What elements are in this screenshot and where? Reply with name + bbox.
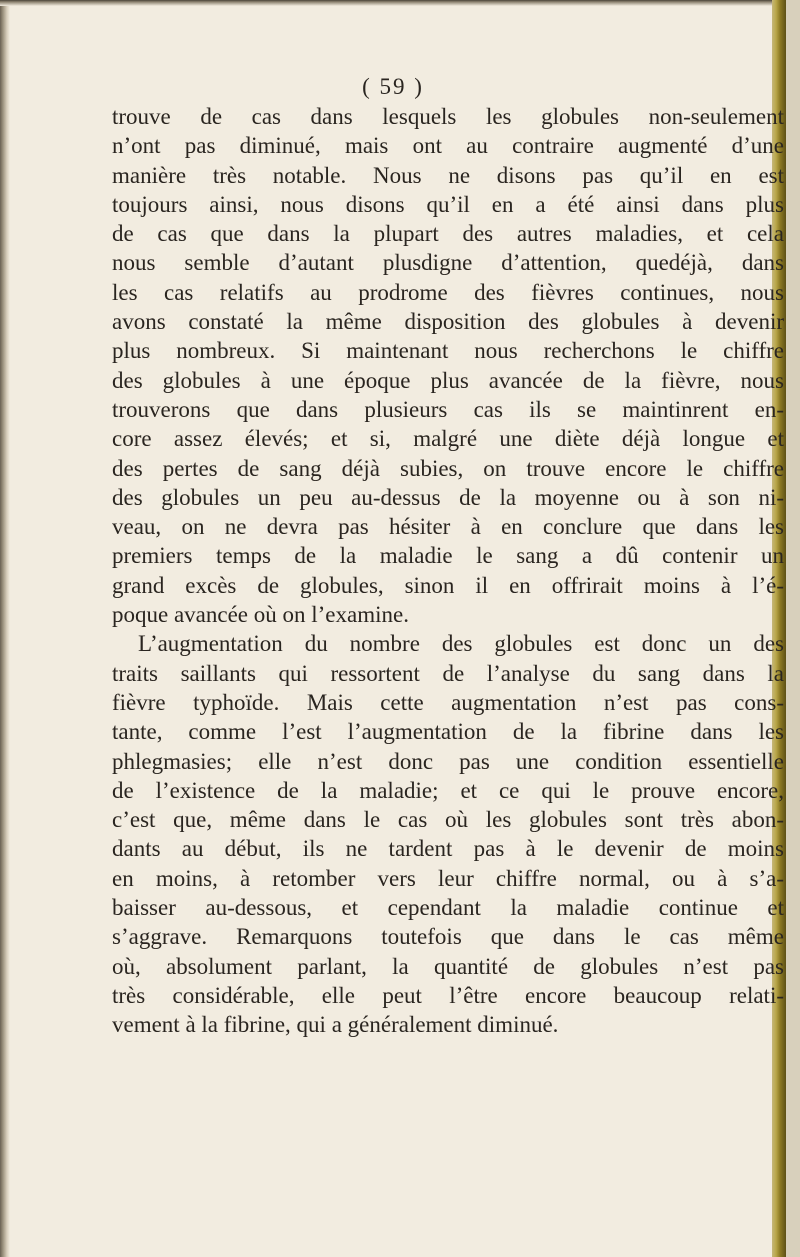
paragraph-last-line: vement à la fibrine, qui a généralement diminué.: [112, 1012, 559, 1038]
text-line: phlegmasies; elle n’est donc pas une condition essentielle: [112, 748, 784, 774]
text-line: où, absolument parlant, la quantité de globules n’est pas: [112, 953, 784, 979]
text-line: fièvre typhoïde. Mais cette augmentation n’est pas cons-: [112, 689, 784, 715]
text-line: des globules à une époque plus avancée de la fièvre, nous: [112, 367, 784, 393]
text-line: très considérable, elle peut l’être encore beaucoup relati-: [112, 982, 784, 1008]
text-line: c’est que, même dans le cas où les globules sont très abon-: [112, 807, 784, 833]
text-line: premiers temps de la maladie le sang a dû contenir un: [112, 543, 784, 569]
text-line: core assez élevés; et si, malgré une diète déjà longue et: [112, 426, 784, 452]
text-line: toujours ainsi, nous disons qu’il en a été ainsi dans plus: [112, 191, 784, 217]
page-number: ( 59 ): [362, 74, 424, 99]
text-line: plus nombreux. Si maintenant nous recherchons le chiffre: [112, 338, 784, 364]
paragraph-first-line: L’augmentation du nombre des globules est donc un des: [138, 631, 784, 657]
page-top-edge-shadow: [0, 0, 786, 6]
text-line: grand excès de globules, sinon il en offrirait moins à l’é-: [112, 572, 784, 598]
body-text: [112, 102, 784, 1040]
text-line: veau, on ne devra pas hésiter à en conclure que dans les: [112, 514, 784, 540]
text-line: en moins, à retomber vers leur chiffre normal, ou à s’a-: [112, 865, 784, 891]
text-line: trouverons que dans plusieurs cas ils se maintinrent en-: [112, 396, 784, 422]
text-line: trouve de cas dans lesquels les globules non-seulement: [112, 104, 784, 129]
text-line: nous semble d’autant plusdigne d’attention, quedéjà, dans: [112, 250, 784, 276]
text-line: n’ont pas diminué, mais ont au contraire augmenté d’une: [112, 133, 784, 159]
paragraph-last-line: poque avancée où on l’examine.: [112, 602, 409, 628]
text-line: de l’existence de la maladie; et ce qui le prouve encore,: [112, 777, 784, 803]
text-line: des globules un peu au-dessus de la moyenne ou à son ni-: [112, 484, 784, 510]
text-line: manière très notable. Nous ne disons pas qu’il en est: [112, 162, 784, 188]
page-left-edge-shadow: [0, 0, 10, 1257]
text-line: avons constaté la même disposition des globules à devenir: [112, 309, 784, 335]
text-line: baisser au-dessous, et cependant la maladie continue et: [112, 895, 784, 921]
text-line: s’aggrave. Remarquons toutefois que dans le cas même: [112, 924, 784, 950]
text-line: traits saillants qui ressortent de l’analyse du sang dans la: [112, 660, 784, 686]
text-line: les cas relatifs au prodrome des fièvres continues, nous: [112, 279, 784, 305]
text-line: tante, comme l’est l’augmentation de la fibrine dans les: [112, 719, 784, 745]
text-line: des pertes de sang déjà subies, on trouve encore le chiffre: [112, 455, 784, 481]
text-line: dants au début, ils ne tardent pas à le devenir de moins: [112, 836, 784, 862]
text-line: de cas que dans la plupart des autres maladies, et cela: [112, 221, 784, 247]
